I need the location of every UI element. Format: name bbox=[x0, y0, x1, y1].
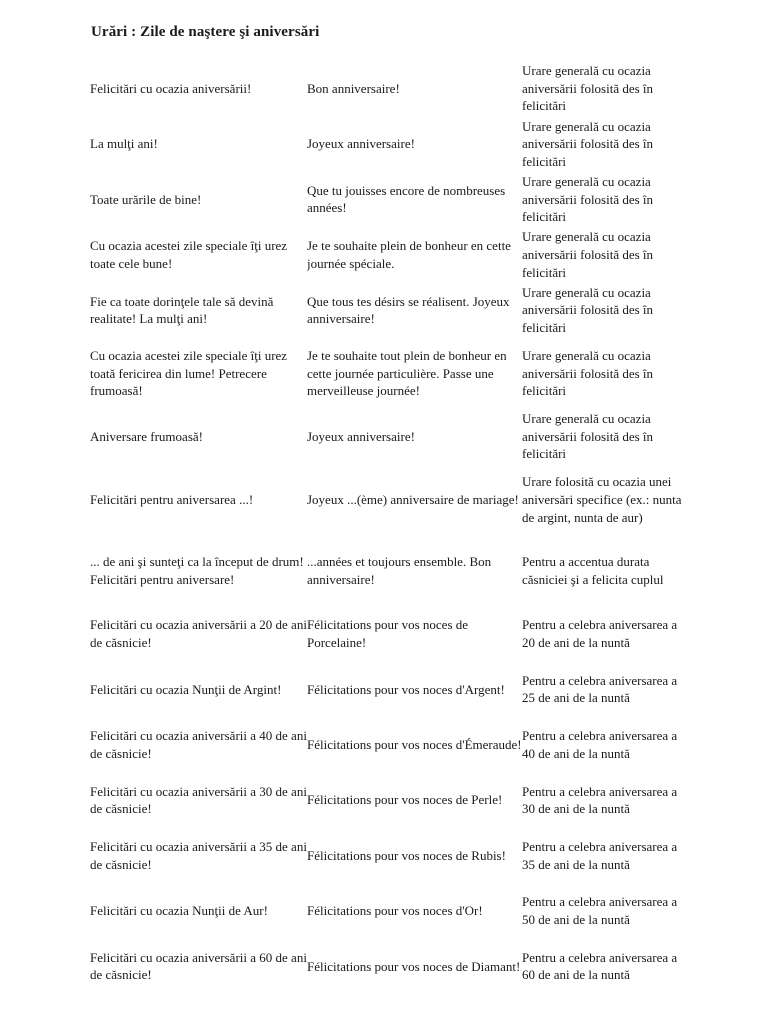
usage-note: Urare generală cu ocazia aniversării folosită des în felicitări bbox=[522, 348, 654, 399]
usage-note: Urare generală cu ocazia aniversării folosită des în felicitări bbox=[522, 229, 654, 280]
french-phrase: Que tu jouisses encore de nombreuses années! bbox=[307, 182, 506, 216]
page-title: Urări : Zile de naştere şi aniversări bbox=[91, 24, 320, 40]
romanian-phrase: Aniversare frumoasă! bbox=[90, 428, 203, 444]
table-row bbox=[90, 883, 690, 938]
table-row bbox=[90, 828, 690, 883]
usage-note: Pentru a celebra aniversarea a 20 de ani de la nuntă bbox=[522, 617, 678, 651]
romanian-phrase: Felicitări cu ocazia aniversării a 30 de ani de căsnicie! bbox=[90, 783, 307, 817]
table-row bbox=[90, 227, 690, 282]
usage-note: Urare generală cu ocazia aniversării folosită des în felicitări bbox=[522, 174, 654, 225]
table-row bbox=[90, 662, 690, 717]
usage-note: Pentru a celebra aniversarea a 25 de ani de la nuntă bbox=[522, 672, 678, 706]
table-row bbox=[90, 116, 690, 171]
french-phrase: Félicitations pour vos noces de Diamant! bbox=[307, 958, 521, 974]
table-row bbox=[90, 338, 690, 409]
french-phrase: Joyeux anniversaire! bbox=[307, 428, 415, 444]
french-phrase: Félicitations pour vos noces de Porcelaine! bbox=[307, 617, 469, 651]
french-phrase: Je te souhaite tout plein de bonheur en cette journée particulière. Passe une merveilleuse journée! bbox=[307, 348, 507, 399]
table-row bbox=[90, 172, 690, 227]
french-phrase: Félicitations pour vos noces d'Argent! bbox=[307, 681, 505, 697]
usage-note: Pentru a celebra aniversarea a 30 de ani de la nuntă bbox=[522, 783, 678, 817]
french-phrase: Félicitations pour vos noces d'Or! bbox=[307, 903, 483, 919]
romanian-phrase: Felicitări cu ocazia aniversării a 20 de ani de căsnicie! bbox=[90, 617, 307, 651]
romanian-phrase: La mulţi ani! bbox=[90, 136, 158, 152]
romanian-phrase: Felicitări cu ocazia aniversării a 40 de ani de căsnicie! bbox=[90, 728, 307, 761]
phrases-table bbox=[90, 61, 690, 994]
usage-note: Pentru a accentua durata căsniciei şi a felicita cuplul bbox=[522, 554, 664, 587]
french-phrase: Je te souhaite plein de bonheur en cette journée spéciale. bbox=[307, 238, 511, 271]
romanian-phrase: Felicitări cu ocazia aniversării a 60 de ani de căsnicie! bbox=[90, 949, 307, 983]
table-row bbox=[90, 409, 690, 464]
table-row bbox=[90, 939, 690, 994]
french-phrase: Félicitations pour vos noces d'Émeraude! bbox=[307, 737, 522, 753]
romanian-phrase: Toate urările de bine! bbox=[90, 191, 202, 207]
usage-note: Pentru a celebra aniversarea a 60 de ani de la nuntă bbox=[522, 949, 678, 983]
romanian-phrase: Felicitări cu ocazia Nunţii de Argint! bbox=[90, 681, 282, 697]
romanian-phrase: Felicitări pentru aniversarea ...! bbox=[90, 492, 254, 508]
table-row bbox=[90, 717, 690, 772]
french-phrase: Félicitations pour vos noces de Perle! bbox=[307, 792, 503, 808]
french-phrase: ...années et toujours ensemble. Bon anniversaire! bbox=[307, 554, 492, 587]
french-phrase: Joyeux ...(ème) anniversaire de mariage! bbox=[307, 492, 519, 508]
romanian-phrase: Fie ca toate dorinţele tale să devină realitate! La mulţi ani! bbox=[90, 293, 274, 327]
usage-note: Pentru a celebra aniversarea a 40 de ani de la nuntă bbox=[522, 728, 678, 761]
usage-note: Urare generală cu ocazia aniversării folosită des în felicitări bbox=[522, 63, 654, 114]
usage-note: Urare folosită cu ocazia unei aniversări specifice (ex.: nunta de argint, nunta de aur) bbox=[522, 474, 682, 525]
table-row bbox=[90, 535, 690, 606]
usage-note: Pentru a celebra aniversarea a 35 de ani de la nuntă bbox=[522, 839, 678, 872]
french-phrase: Bon anniversaire! bbox=[307, 80, 400, 96]
usage-note: Urare generală cu ocazia aniversării folosită des în felicitări bbox=[522, 118, 654, 169]
french-phrase: Félicitations pour vos noces de Rubis! bbox=[307, 847, 506, 863]
usage-note: Urare generală cu ocazia aniversării folosită des în felicitări bbox=[522, 411, 654, 462]
table-row bbox=[90, 61, 690, 116]
usage-note: Pentru a celebra aniversarea a 50 de ani de la nuntă bbox=[522, 894, 678, 927]
romanian-phrase: Cu ocazia acestei zile speciale îţi urez toată fericirea din lume! Petrecere frumoasă! bbox=[90, 348, 288, 399]
romanian-phrase: Felicitări cu ocazia aniversării! bbox=[90, 80, 252, 96]
table-row bbox=[90, 773, 690, 828]
french-phrase: Que tous tes désirs se réalisent. Joyeux anniversaire! bbox=[307, 293, 510, 327]
table-row bbox=[90, 464, 690, 535]
romanian-phrase: Cu ocazia acestei zile speciale îţi urez toate cele bune! bbox=[90, 238, 288, 271]
romanian-phrase: Felicitări cu ocazia aniversării a 35 de ani de căsnicie! bbox=[90, 839, 307, 872]
romanian-phrase: ... de ani şi sunteţi ca la început de drum! Felicitări pentru aniversare! bbox=[90, 554, 304, 587]
table-row bbox=[90, 283, 690, 338]
french-phrase: Joyeux anniversaire! bbox=[307, 136, 415, 152]
romanian-phrase: Felicitări cu ocazia Nunţii de Aur! bbox=[90, 903, 268, 919]
usage-note: Urare generală cu ocazia aniversării folosită des în felicitări bbox=[522, 284, 654, 336]
table-row bbox=[90, 606, 690, 661]
